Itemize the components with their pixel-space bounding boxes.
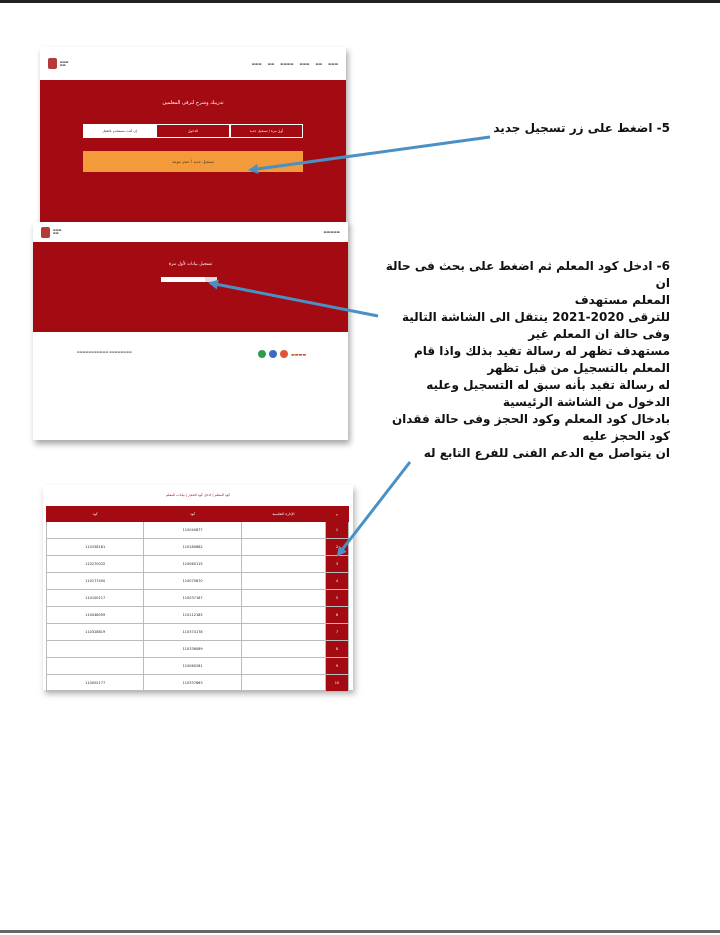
table-caption: كود المعلم | ادخل كود الحجز | بيانات المعلم bbox=[165, 493, 231, 497]
step-line: للترقى 2020-2021 ينتقل الى الشاشة التالية bbox=[402, 310, 670, 324]
tab-existing-user[interactable]: إن كنت مستخدم بالفعل bbox=[83, 124, 156, 138]
site-logo: ▬▬▬ ▬▬ bbox=[41, 227, 62, 238]
cell-code-2: 110048059 bbox=[47, 607, 144, 624]
cell-num: 10 bbox=[326, 675, 349, 692]
cell-code-1: 110374178 bbox=[144, 624, 241, 641]
cell-code-2: 110328819 bbox=[47, 624, 144, 641]
step-line: كود الحجز عليه bbox=[582, 429, 670, 443]
cell-num: 1 bbox=[326, 522, 349, 539]
cell-code-2: 110002177 bbox=[47, 675, 144, 692]
step-line: بادخال كود المعلم وكود الحجز وفى حالة فقدان bbox=[391, 412, 670, 426]
footer-text: ▬▬▬▬▬▬▬▬▬▬▬ ▬▬▬▬▬▬▬▬ bbox=[77, 350, 132, 354]
cell-code-1: 110037187 bbox=[144, 590, 241, 607]
cell-code-2: 110100117 bbox=[47, 590, 144, 607]
site-nav: ▬▬▬ ▬▬ ▬▬▬ ▬▬▬▬ ▬▬ ▬▬▬ bbox=[251, 61, 338, 66]
step-line: الدخول من الشاشة الرئيسية bbox=[502, 395, 670, 409]
cell-num: 8 bbox=[326, 641, 349, 658]
arrow-table bbox=[338, 462, 410, 555]
tab-first-time[interactable]: أول مرة / تسجيل جديد bbox=[230, 124, 303, 138]
cell-num: 9 bbox=[326, 658, 349, 675]
cell-num: 2 bbox=[326, 539, 349, 556]
col-num: م bbox=[326, 507, 349, 522]
cell-code-1: 110060281 bbox=[144, 658, 241, 675]
arrow-step5 bbox=[250, 137, 490, 170]
cell-code-1: 110112185 bbox=[144, 607, 241, 624]
cell-code-1: 110075870 bbox=[144, 573, 241, 590]
register-button[interactable]: تسجيل جديد / حجز موعد bbox=[83, 151, 303, 172]
step-number: 5- bbox=[656, 121, 670, 135]
arrow-step6 bbox=[210, 283, 378, 316]
col-code-2: كود bbox=[47, 507, 144, 522]
cell-code-1: 110040877 bbox=[144, 522, 241, 539]
site-logo: ▬▬▬ ▬▬ bbox=[48, 58, 69, 69]
cell-code-2: 110177400 bbox=[47, 573, 144, 590]
step-line: مستهدف تظهر له رسالة تفيد بذلك واذا قام bbox=[413, 344, 670, 358]
tab-login[interactable]: الدخول bbox=[156, 124, 229, 138]
col-code-1: كود bbox=[144, 507, 241, 522]
footer-label: ▬▬▬▬ bbox=[291, 351, 307, 357]
cell-num: 5 bbox=[326, 590, 349, 607]
site-nav: ▬▬▬▬▬ bbox=[323, 230, 340, 234]
step-line: المعلم مستهدف bbox=[574, 293, 670, 307]
col-admin: الإدارة التعليمية bbox=[241, 507, 325, 522]
step-line: 6- ادخل كود المعلم ثم اضغط على بحث فى حالة ان bbox=[385, 259, 670, 290]
step-text: اضغط على زر تسجيل جديد bbox=[493, 121, 653, 135]
cell-code-2: 110270032 bbox=[47, 556, 144, 573]
step-line: ان يتواصل مع الدعم الفنى للفرع التابع له bbox=[423, 446, 670, 460]
cell-code-2: 110158181 bbox=[47, 539, 144, 556]
form-title: تسجيل بيانات لأول مرة bbox=[168, 262, 213, 267]
hero-title: تدريبك وشرح لترقى المعلمين bbox=[162, 100, 224, 106]
cell-num: 7 bbox=[326, 624, 349, 641]
cell-code-1: 110336089 bbox=[144, 641, 241, 658]
cell-code-1: 110337663 bbox=[144, 675, 241, 692]
step-line: له رسالة تفيد بأنه سبق له التسجيل وعليه bbox=[426, 378, 670, 392]
step-line: المعلم بالتسجيل من قبل تظهر bbox=[487, 361, 670, 375]
cell-code-1: 110180662 bbox=[144, 539, 241, 556]
cell-num: 4 bbox=[326, 573, 349, 590]
cell-num: 6 bbox=[326, 607, 349, 624]
step-number: 6- bbox=[656, 259, 670, 273]
step-line: وفى حالة ان المعلم غير bbox=[528, 327, 670, 341]
cell-code-1: 110060115 bbox=[144, 556, 241, 573]
cell-num: 3 bbox=[326, 556, 349, 573]
bottom-border bbox=[0, 930, 720, 933]
